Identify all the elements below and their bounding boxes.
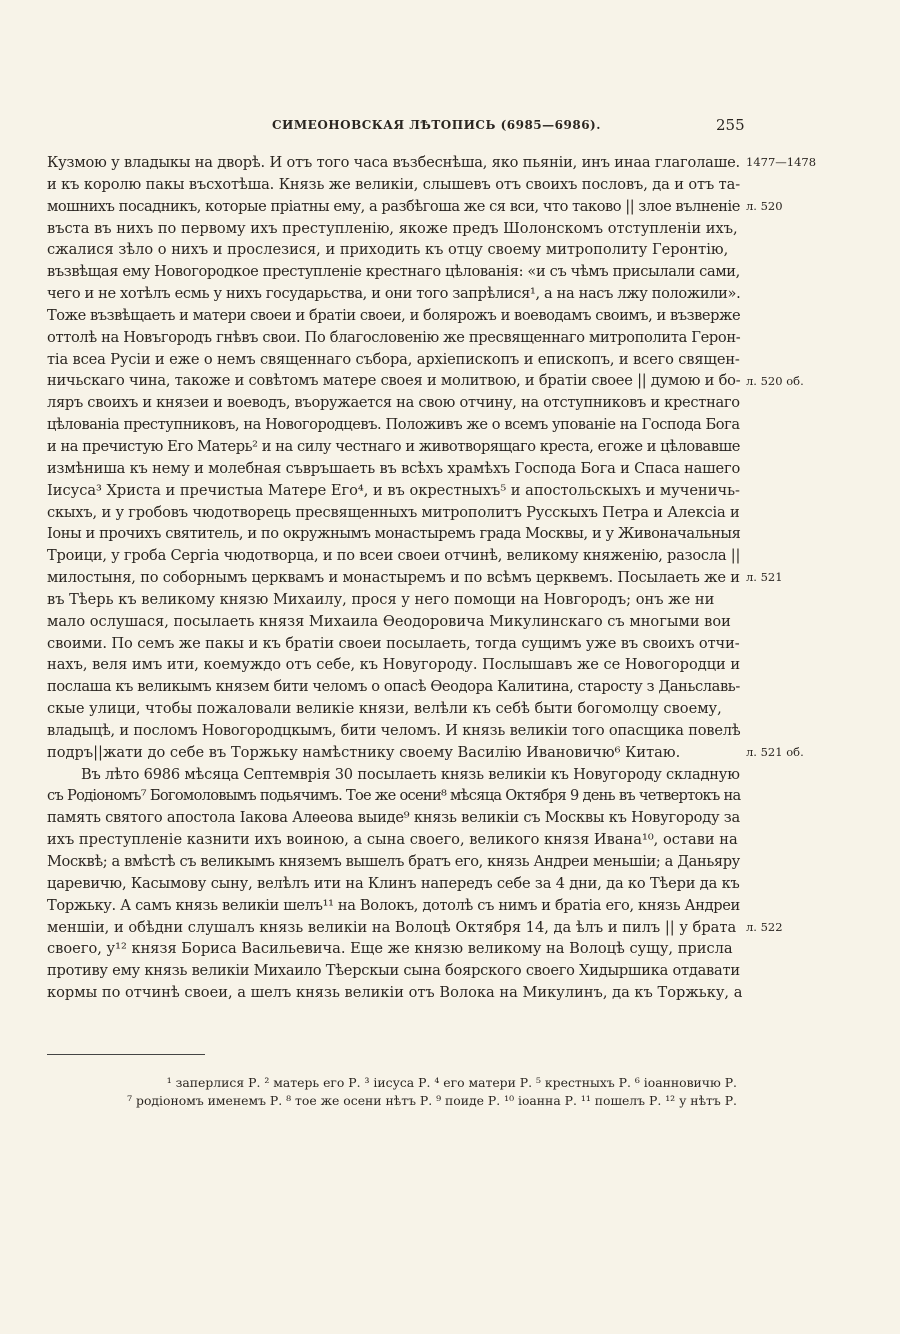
text-line: ихъ преступленіе казнити ихъ воиною, а сына своего, великого князя Ивана¹⁰, остави на bbox=[47, 831, 738, 849]
text-line: Іисуса³ Христа и пречистыа Матере Его⁴, и въ окрестныхъ⁵ и апостольскыхъ и мученичь- bbox=[47, 481, 740, 499]
text-line: скые улици, чтобы пожаловали великіе князи, велѣли къ себѣ быти богомолцу своему, bbox=[47, 700, 722, 718]
text-line: память святого апостола Іакова Алѳеова выиде⁹ князь великіи съ Москвы къ Новугороду за bbox=[47, 809, 740, 827]
text-line: съ Родіономъ⁷ Богомоловымъ подьячимъ. Тое же осени⁸ мѣсяца Октября 9 день въ четвертокъ на bbox=[47, 787, 741, 805]
text-line: своего, у¹² князя Бориса Васильевича. Еще же князю великому на Волоцѣ сущу, присла bbox=[47, 940, 733, 958]
margin-note: л. 520 bbox=[746, 198, 783, 213]
text-line: владыцѣ, и посломъ Новогородцкымъ, бити челомъ. И князь великіи того опасщика повелѣ bbox=[47, 721, 741, 739]
text-line: меншіи, и обѣдни слушалъ князь великіи на Волоцѣ Октября 14, да ѣлъ и пилъ || у брата bbox=[47, 918, 737, 936]
text-line: милостыня, по соборнымъ церквамъ и монастыремъ и по всѣмъ церквемъ. Посылаеть же и bbox=[47, 569, 740, 587]
text-line: скыхъ, и у гробовъ чюдотворець пресвященныхъ митрополитъ Русскыхъ Петра и Алексіа и bbox=[47, 503, 740, 521]
text-line: мошнихъ посадникъ, которые пріатны ему, а разбѣгоша же ся вси, что таково || злое вълненіе bbox=[47, 197, 740, 215]
text-line: подръ||жати до себе въ Торжьку намѣстнику своему Василію Ивановичю⁶ Китаю. bbox=[47, 743, 681, 761]
text-line: измѣниша къ нему и молебная съвръшаеть въ всѣхъ храмѣхъ Господа Бога и Спаса нашего bbox=[47, 459, 741, 477]
text-line: и на пречистую Его Матерь² и на силу честнаго и животворящаго креста, егоже и цѣловавше bbox=[47, 437, 740, 455]
text-line: послаша къ великымъ князем бити челомъ о опасѣ Ѳеодора Калитина, старосту з Даньславь- bbox=[47, 678, 740, 696]
text-line: своими. По семъ же пакы и къ братіи своеи посылаеть, тогда сущимъ уже въ своихъ отчи- bbox=[47, 634, 740, 652]
text-line: възвѣщая ему Новогородкое преступленіе крестнаго цѣлованія: «и съ чѣмъ присылали сами, bbox=[47, 263, 740, 281]
text-line: чего и не хотѣлъ есмь у нихъ государьства, и они того запрѣлися¹, а на насъ лжу положили». bbox=[47, 285, 741, 303]
text-line: противу ему князь великіи Михаило Тѣерскыи сына боярского своего Хидыршика отдавати bbox=[47, 962, 740, 980]
text-line: Въ лѣто 6986 мѣсяца Септемврія 30 посылаеть князь великіи къ Новугороду складную bbox=[81, 765, 740, 783]
page-title: СИМЕОНОВСКАЯ ЛѢТОПИСЬ (6985—6986). bbox=[272, 118, 601, 132]
text-line: и къ королю пакы въсхотѣша. Князь же великіи, слышевъ отъ своихъ пословъ, да и отъ та- bbox=[47, 175, 741, 193]
footnote-rule bbox=[47, 1054, 205, 1055]
main-text bbox=[47, 152, 743, 1004]
text-line: Москвѣ; а вмѣстѣ съ великымъ княземъ вышелъ братъ его, князь Андреи меньшіи; а Даньяру bbox=[47, 853, 740, 870]
text-line: цѣлованіа преступниковъ, на Новогородцевъ. Положивъ же о всемъ упованіе на Господа Бога bbox=[47, 416, 740, 434]
margin-note: 1477—1478 bbox=[746, 155, 817, 169]
footnote-line: ¹ заперлися Р. ² матерь его Р. ³ іисуса Р. ⁴ его матери Р. ⁵ крестныхъ Р. ⁶ іоанновичю Р. bbox=[166, 1075, 737, 1090]
margin-note: л. 522 bbox=[746, 919, 783, 934]
text-line: мало ослушася, посылаеть князя Михаила Ѳеодоровича Микулинскаго съ многыми вои bbox=[47, 612, 731, 630]
margin-note: л. 520 об. bbox=[746, 373, 804, 388]
text-line: въ Тѣерь къ великому князю Михаилу, прося у него помощи на Новгородъ; онъ же ни bbox=[47, 590, 715, 608]
text-line: ляръ своихъ и князеи и воеводъ, въоружается на свою отчину, на отступниковъ и крестнаго bbox=[47, 394, 740, 412]
text-line: въста въ нихъ по первому ихъ преступленію, якоже предъ Шолонскомъ отступленіи ихъ, bbox=[47, 219, 738, 237]
text-line: царевичю, Касымову сыну, велѣлъ ити на Клинъ напередъ себе за 4 дни, да ко Тѣери да къ bbox=[47, 874, 740, 892]
text-line: оттолѣ на Новъгородъ гнѣвъ свои. По благословенію же пресвященнаго митрополита Герон- bbox=[47, 328, 741, 346]
footnotes bbox=[37, 1074, 737, 1110]
text-line: Троици, у гроба Сергіа чюдотворца, и по всеи своеи отчинѣ, великому княженію, разосла || bbox=[47, 547, 741, 565]
text-line: кормы по отчинѣ своеи, а шелъ князь великіи отъ Волока на Микулинъ, да къ Торжьку, а bbox=[47, 984, 743, 1002]
text-line: тіа всеа Русіи и еже о немъ священнаго събора, архіепископъ и епископъ, и всего священ- bbox=[47, 350, 740, 368]
text-line: Кузмою у владыкы на дворѣ. И отъ того часа възбеснѣша, яко пьяніи, инъ инаа глаголаше. bbox=[47, 154, 741, 171]
margin-note: л. 521 bbox=[746, 570, 783, 585]
text-line: сжалися зѣло о нихъ и прослезися, и приходить къ отцу своему митрополиту Геронтію, bbox=[47, 241, 729, 259]
text-line: нахъ, веля имъ ити, коемуждо отъ себе, къ Новугороду. Послышавъ же се Новогородци и bbox=[47, 656, 741, 674]
text-line: Іоны и прочихъ святитель, и по окружнымъ монастыремъ града Москвы, и у Живоначальныя bbox=[47, 525, 741, 543]
text-line: ничьскаго чина, такоже и совѣтомъ матере своея и молитвою, и братіи своее || думою и бо- bbox=[47, 372, 741, 390]
running-header bbox=[0, 118, 900, 138]
margin-note: л. 521 об. bbox=[746, 744, 804, 759]
footnote-line: ⁷ родіономъ именемъ Р. ⁸ тое же осени нѣтъ Р. ⁹ поиде Р. ¹⁰ іоанна Р. ¹¹ пошелъ Р. ¹² у нѣтъ Р. bbox=[127, 1093, 737, 1108]
text-line: Торжьку. А самъ князь великіи шелъ¹¹ на Волокъ, дотолѣ съ нимъ и братіа его, князь Андреи bbox=[47, 896, 740, 914]
text-line: Тоже възвѣщаеть и матери своеи и братіи своеи, и болярожъ и воеводамъ своимъ, и възверже bbox=[47, 306, 741, 324]
page-number: 255 bbox=[716, 116, 745, 134]
